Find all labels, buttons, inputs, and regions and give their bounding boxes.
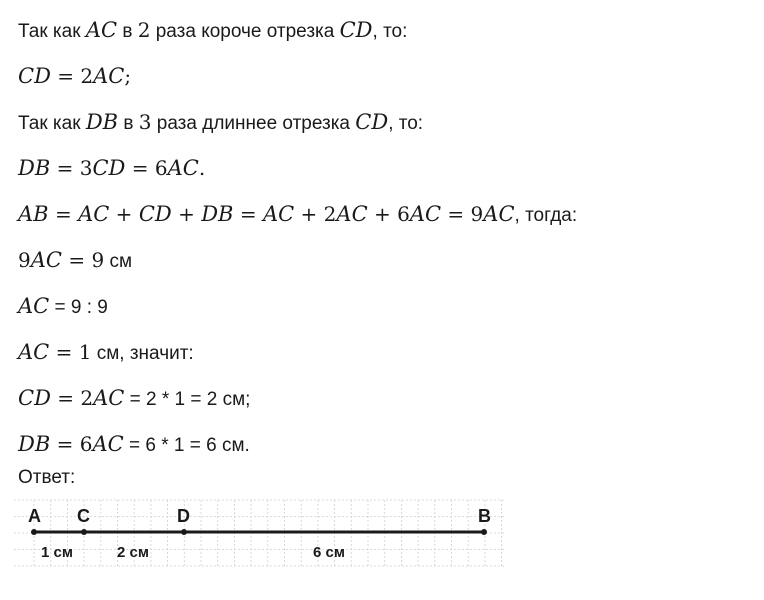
- math-number: = 1: [49, 340, 92, 364]
- solution-line: [18, 202, 577, 228]
- math-variable: DB: [85, 110, 119, 134]
- math-number: = 2: [50, 386, 94, 410]
- text-fragment: Ответ:: [18, 467, 76, 488]
- math-variable: AC: [93, 64, 125, 88]
- label-b: B: [478, 506, 491, 526]
- text-fragment: , то:: [372, 21, 408, 42]
- math-variable: AC: [78, 202, 110, 226]
- math-number: = 9: [61, 248, 105, 272]
- math-variable: CD: [92, 156, 126, 180]
- math-number: 9: [18, 248, 31, 272]
- solution-line: [18, 432, 250, 458]
- math-number: =: [233, 202, 263, 226]
- math-variable: CD: [18, 386, 51, 410]
- label-d: D: [177, 506, 190, 526]
- text-fragment: Так как: [18, 21, 86, 42]
- length-db: 6 см: [313, 544, 345, 561]
- solution-line: [18, 110, 423, 136]
- text-fragment: , тогда:: [514, 205, 578, 226]
- math-variable: AC: [30, 248, 62, 272]
- math-variable: AC: [336, 202, 368, 226]
- math-number: = 9: [441, 202, 484, 226]
- math-variable: AB: [18, 202, 49, 226]
- math-variable: AC: [85, 18, 118, 42]
- math-variable: CD: [355, 110, 389, 134]
- math-variable: AC: [409, 202, 442, 226]
- length-ac: 1 см: [41, 544, 73, 561]
- math-variable: AC: [483, 202, 515, 226]
- text-fragment: раза длиннее отрезка: [151, 113, 356, 134]
- solution-line: [18, 18, 407, 44]
- math-variable: AC: [167, 156, 199, 180]
- math-variable: DB: [201, 202, 234, 226]
- text-fragment: = 6 * 1 = 6 см.: [123, 435, 250, 456]
- point-b: [481, 529, 487, 535]
- text-fragment: = 9 : 9: [49, 297, 108, 318]
- segment-diagram: [14, 492, 514, 572]
- math-number: =: [48, 202, 79, 226]
- label-c: C: [77, 506, 90, 526]
- point-d: [181, 529, 187, 535]
- text-fragment: Так как: [18, 113, 86, 134]
- math-number: ;: [124, 64, 132, 88]
- text-fragment: см, значит:: [91, 343, 194, 364]
- text-fragment: в: [118, 113, 139, 134]
- solution-line: [18, 340, 194, 366]
- solution-line: [18, 466, 75, 490]
- solution-line: [18, 156, 205, 182]
- math-variable: CD: [339, 18, 373, 42]
- math-variable: AC: [18, 294, 50, 318]
- math-number: = 2: [50, 64, 94, 88]
- solution-line: [18, 294, 108, 320]
- point-c: [81, 529, 87, 535]
- text-fragment: см: [104, 251, 133, 272]
- label-a: A: [28, 506, 41, 526]
- text-fragment: раза короче отрезка: [150, 21, 340, 42]
- math-number: = 6: [125, 156, 168, 180]
- math-number: +: [171, 202, 202, 226]
- math-variable: AC: [92, 432, 124, 456]
- math-number: = 3: [50, 156, 93, 180]
- math-number: .: [198, 156, 206, 180]
- length-cd: 2 см: [117, 544, 149, 561]
- math-number: + 2: [294, 202, 337, 226]
- math-variable: AC: [18, 340, 50, 364]
- solution-line: [18, 386, 250, 412]
- math-variable: AC: [262, 202, 295, 226]
- text-fragment: в: [117, 21, 138, 42]
- math-variable: CD: [138, 202, 172, 226]
- solution-line: [18, 248, 132, 274]
- math-number: + 6: [367, 202, 410, 226]
- text-fragment: = 2 * 1 = 2 см;: [124, 389, 251, 410]
- math-number: = 6: [50, 432, 93, 456]
- math-number: 3: [138, 110, 152, 134]
- math-variable: AC: [93, 386, 125, 410]
- math-variable: DB: [18, 156, 51, 180]
- solution-line: [18, 64, 131, 90]
- point-a: [31, 529, 37, 535]
- math-number: +: [109, 202, 139, 226]
- math-variable: CD: [18, 64, 51, 88]
- math-variable: DB: [18, 432, 51, 456]
- math-number: 2: [137, 18, 151, 42]
- text-fragment: , то:: [388, 113, 424, 134]
